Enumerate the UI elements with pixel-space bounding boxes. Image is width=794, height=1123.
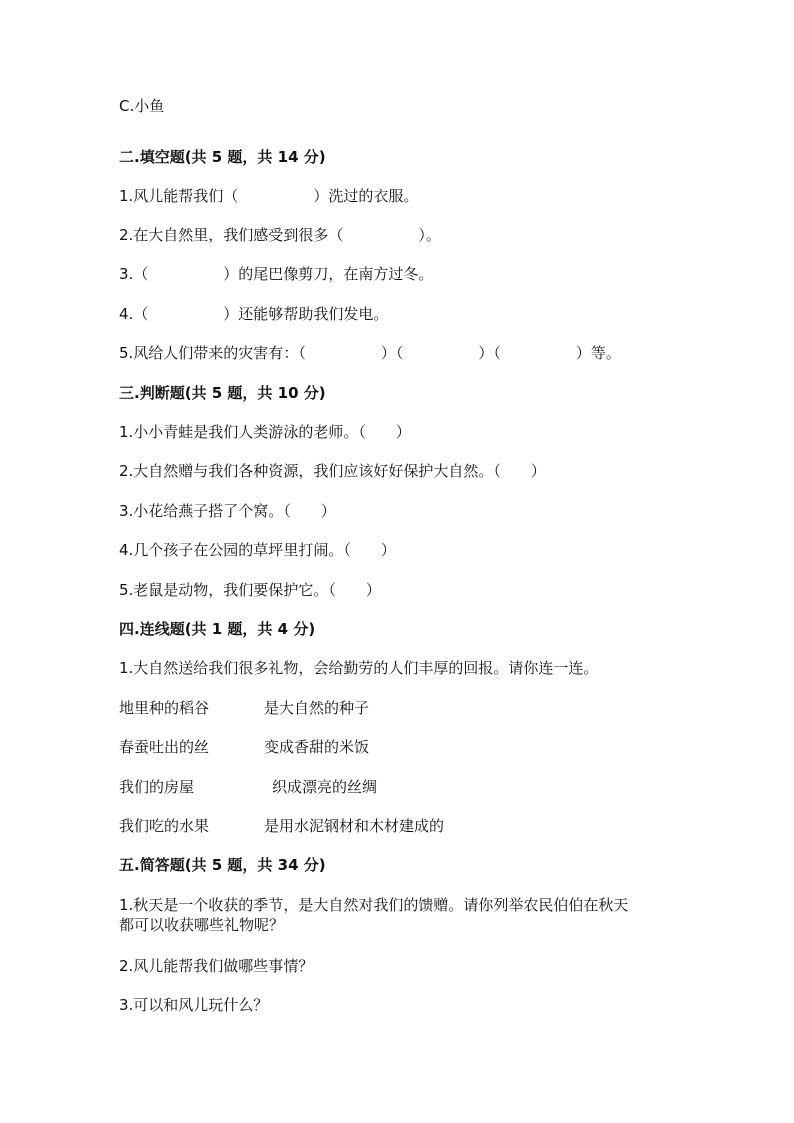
match-right-2: 变成香甜的米饭 (264, 738, 370, 756)
section-4-title: 四.连线题(共 1 题，共 4 分) (119, 620, 316, 638)
short-answer-3: 3.可以和风儿玩什么？ (119, 996, 269, 1014)
judge-1: 1.小小青蛙是我们人类游泳的老师。（ ） (119, 423, 411, 441)
match-right-4: 是用水泥钢材和木材建成的 (264, 817, 445, 835)
matching-question: 1.大自然送给我们很多礼物，会给勤劳的人们丰厚的回报。请你连一连。 (119, 659, 599, 677)
fill-blank-3: 3.（ ）的尾巴像剪刀，在南方过冬。 (119, 265, 434, 283)
fill-blank-5: 5.风给人们带来的灾害有：（ ）（ ）（ ）等。 (119, 344, 621, 362)
judge-5: 5.老鼠是动物，我们要保护它。（ ） (119, 581, 381, 599)
match-right-1: 是大自然的种子 (264, 699, 370, 717)
fill-blank-4: 4.（ ）还能够帮助我们发电。 (119, 305, 389, 323)
match-left-3: 我们的房屋 (119, 778, 195, 796)
short-answer-1-line-1: 1.秋天是一个收获的季节，是大自然对我们的馈赠。请你列举农民伯伯在秋天 (119, 896, 629, 914)
section-5-title: 五.简答题(共 5 题，共 34 分) (119, 856, 326, 874)
short-answer-1-line-2: 都可以收获哪些礼物呢？ (119, 916, 285, 934)
judge-2: 2.大自然赠与我们各种资源，我们应该好好保护大自然。（ ） (119, 462, 546, 480)
option-c: C.小鱼 (119, 97, 165, 115)
match-right-3: 织成漂亮的丝绸 (272, 778, 378, 796)
judge-4: 4.几个孩子在公园的草坪里打闹。（ ） (119, 541, 396, 559)
fill-blank-2: 2.在大自然里，我们感受到很多（ ）。 (119, 226, 441, 244)
short-answer-2: 2.风儿能帮我们做哪些事情？ (119, 957, 314, 975)
section-2-title: 二.填空题(共 5 题，共 14 分) (119, 148, 326, 166)
match-left-4: 我们吃的水果 (119, 817, 210, 835)
judge-3: 3.小花给燕子搭了个窝。（ ） (119, 502, 336, 520)
section-3-title: 三.判断题(共 5 题，共 10 分) (119, 384, 326, 402)
match-left-2: 春蚕吐出的丝 (119, 738, 210, 756)
match-left-1: 地里种的稻谷 (119, 699, 210, 717)
fill-blank-1: 1.风儿能帮我们（ ）洗过的衣服。 (119, 187, 419, 205)
